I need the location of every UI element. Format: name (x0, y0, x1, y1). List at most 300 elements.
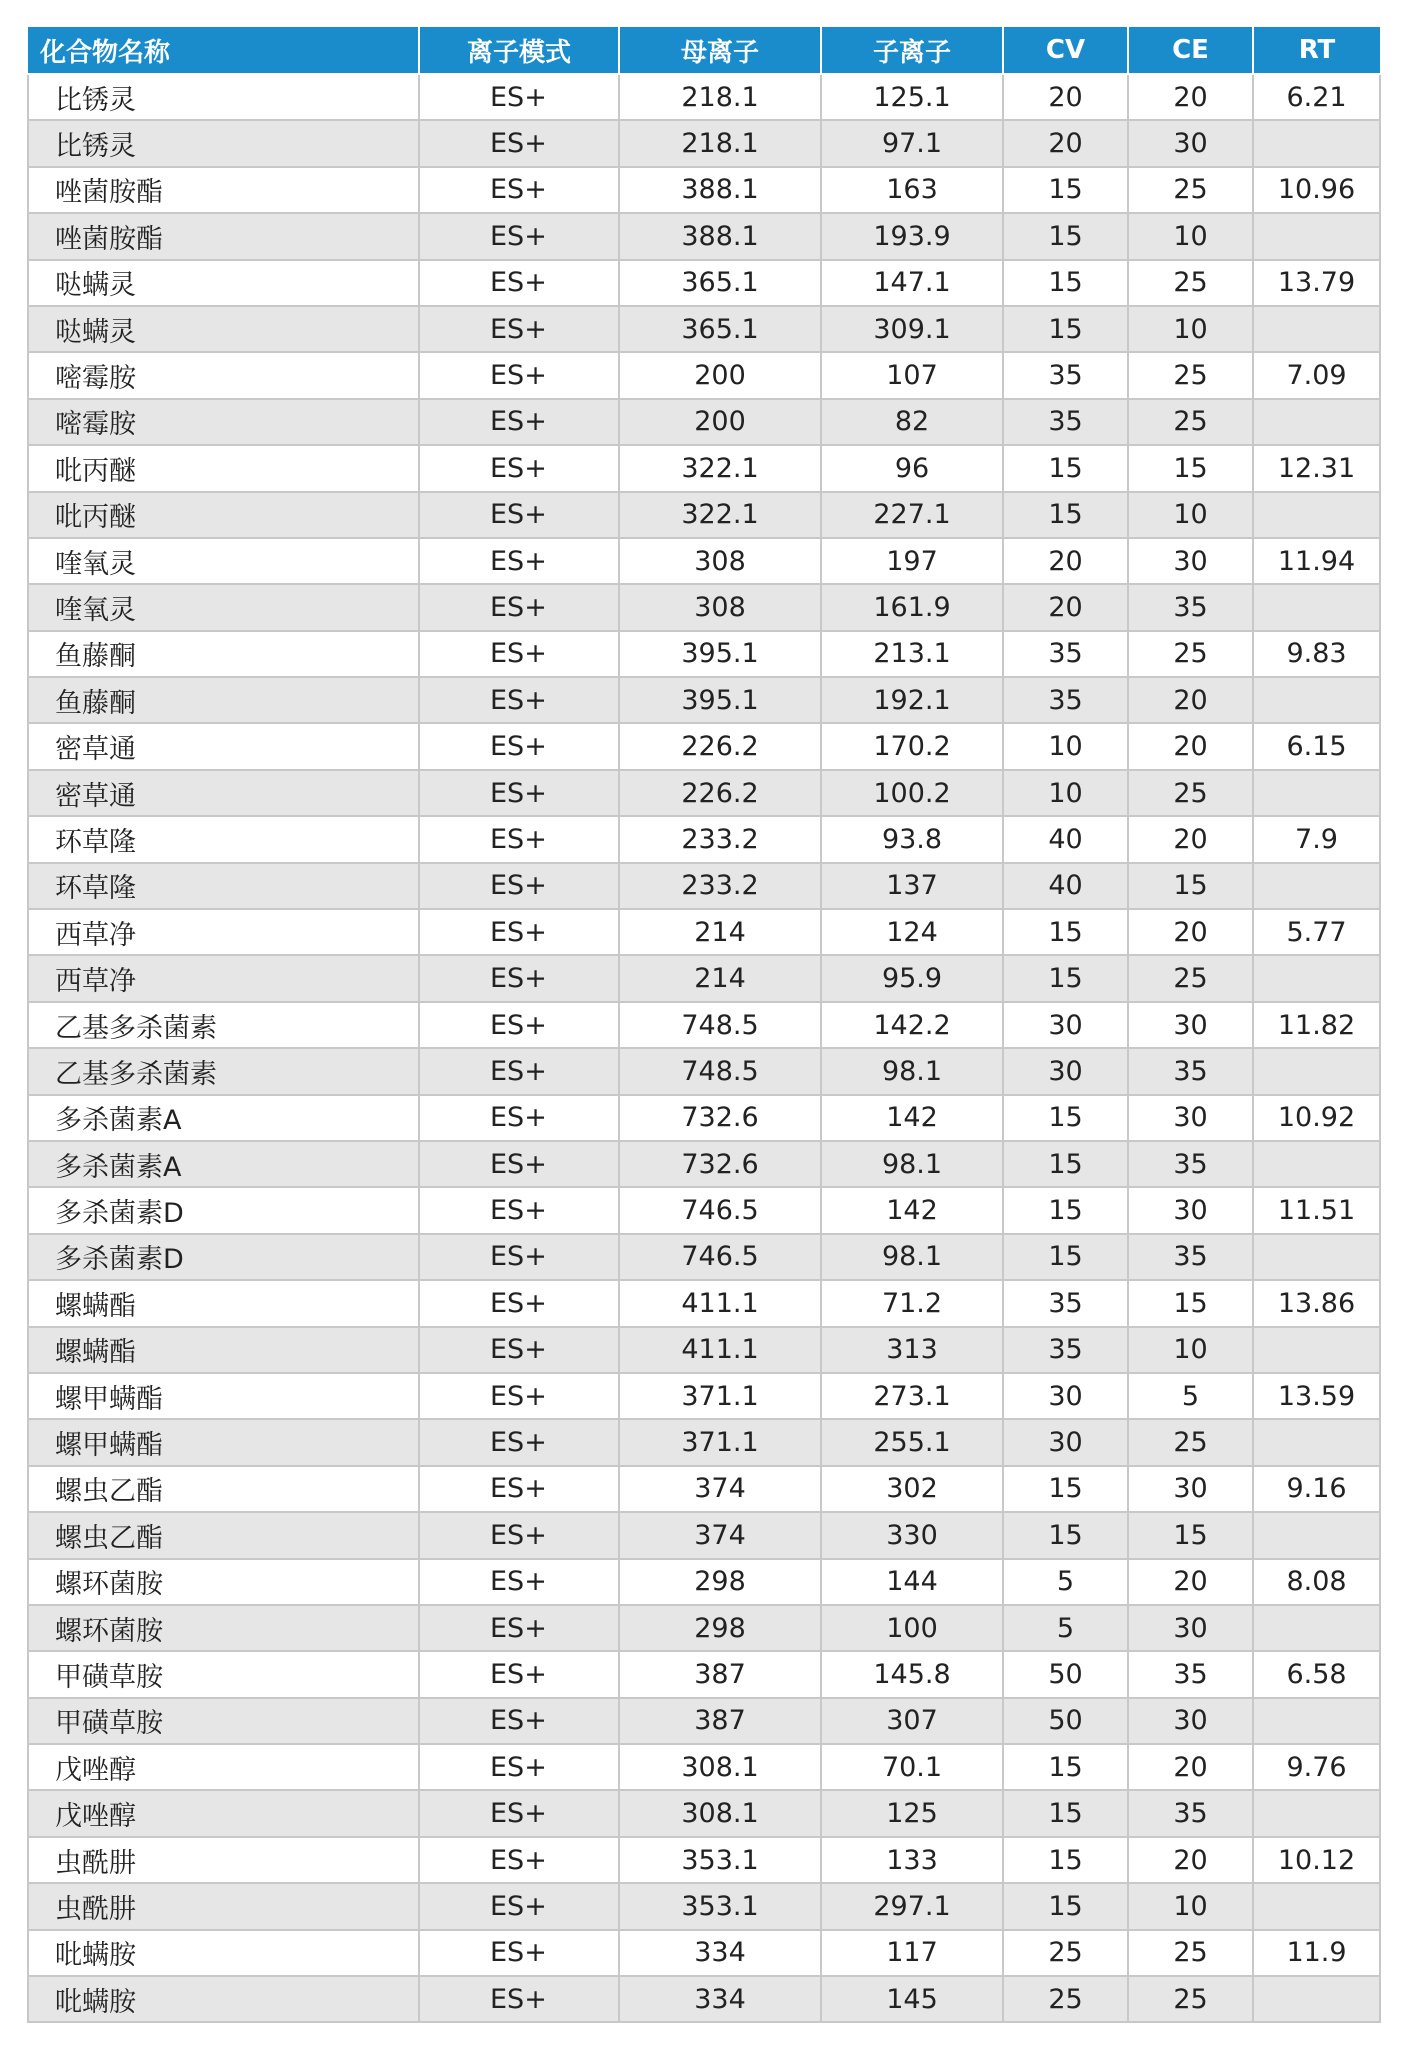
data-table-container (27, 27, 1379, 2023)
rt-cell: 10.96 (1253, 167, 1380, 213)
table-row (28, 352, 1380, 398)
product-ion-cell: 107 (821, 352, 1003, 398)
rt-cell: 11.9 (1253, 1930, 1380, 1976)
rt-cell (1253, 955, 1380, 1001)
ion-mode-cell: ES+ (419, 863, 619, 909)
cv-cell: 40 (1003, 816, 1128, 862)
ce-cell: 10 (1128, 213, 1253, 259)
product-ion-cell: 145 (821, 1976, 1003, 2022)
table-row (28, 816, 1380, 862)
compound-name-cell: 螺虫乙酯 (28, 1512, 419, 1558)
ion-mode-cell: ES+ (419, 1002, 619, 1048)
compound-name-cell: 唑菌胺酯 (28, 213, 419, 259)
product-ion-cell: 97.1 (821, 120, 1003, 166)
ce-cell: 25 (1128, 631, 1253, 677)
ion-mode-cell: ES+ (419, 1095, 619, 1141)
ce-cell: 15 (1128, 1512, 1253, 1558)
cv-cell: 15 (1003, 1883, 1128, 1929)
header-product-ion: 子离子 (821, 27, 1003, 74)
ce-cell: 30 (1128, 1698, 1253, 1744)
cv-cell: 15 (1003, 955, 1128, 1001)
precursor-ion-cell: 411.1 (619, 1327, 821, 1373)
compound-name-cell: 虫酰肼 (28, 1837, 419, 1883)
table-row (28, 1698, 1380, 1744)
ce-cell: 20 (1128, 1837, 1253, 1883)
precursor-ion-cell: 395.1 (619, 677, 821, 723)
compound-name-cell: 多杀菌素A (28, 1141, 419, 1187)
cv-cell: 20 (1003, 538, 1128, 584)
table-row (28, 167, 1380, 213)
cv-cell: 15 (1003, 445, 1128, 491)
table-row (28, 1837, 1380, 1883)
cv-cell: 30 (1003, 1373, 1128, 1419)
ce-cell: 10 (1128, 306, 1253, 352)
ion-mode-cell: ES+ (419, 120, 619, 166)
ce-cell: 10 (1128, 492, 1253, 538)
cv-cell: 25 (1003, 1976, 1128, 2022)
cv-cell: 15 (1003, 909, 1128, 955)
precursor-ion-cell: 374 (619, 1512, 821, 1558)
compound-name-cell: 吡丙醚 (28, 492, 419, 538)
product-ion-cell: 330 (821, 1512, 1003, 1558)
table-row (28, 1327, 1380, 1373)
product-ion-cell: 142 (821, 1187, 1003, 1233)
ce-cell: 5 (1128, 1373, 1253, 1419)
table-row (28, 1095, 1380, 1141)
compound-name-cell: 螺螨酯 (28, 1280, 419, 1326)
cv-cell: 15 (1003, 1837, 1128, 1883)
rt-cell: 9.83 (1253, 631, 1380, 677)
ion-mode-cell: ES+ (419, 538, 619, 584)
precursor-ion-cell: 200 (619, 399, 821, 445)
precursor-ion-cell: 218.1 (619, 120, 821, 166)
ion-mode-cell: ES+ (419, 1605, 619, 1651)
precursor-ion-cell: 200 (619, 352, 821, 398)
compound-name-cell: 吡螨胺 (28, 1976, 419, 2022)
compound-name-cell: 喹氧灵 (28, 584, 419, 630)
rt-cell: 6.21 (1253, 74, 1380, 120)
ce-cell: 25 (1128, 1976, 1253, 2022)
rt-cell (1253, 770, 1380, 816)
compound-name-cell: 戊唑醇 (28, 1744, 419, 1790)
ce-cell: 25 (1128, 770, 1253, 816)
table-row (28, 1559, 1380, 1605)
table-row (28, 1466, 1380, 1512)
precursor-ion-cell: 365.1 (619, 306, 821, 352)
ce-cell: 25 (1128, 352, 1253, 398)
cv-cell: 5 (1003, 1559, 1128, 1605)
ion-mode-cell: ES+ (419, 816, 619, 862)
rt-cell (1253, 1141, 1380, 1187)
rt-cell: 6.58 (1253, 1651, 1380, 1697)
rt-cell: 7.9 (1253, 816, 1380, 862)
precursor-ion-cell: 365.1 (619, 260, 821, 306)
compound-name-cell: 虫酰肼 (28, 1883, 419, 1929)
compound-name-cell: 唑菌胺酯 (28, 167, 419, 213)
cv-cell: 15 (1003, 213, 1128, 259)
rt-cell: 11.51 (1253, 1187, 1380, 1233)
cv-cell: 35 (1003, 677, 1128, 723)
ion-mode-cell: ES+ (419, 1048, 619, 1094)
ion-mode-cell: ES+ (419, 677, 619, 723)
precursor-ion-cell: 395.1 (619, 631, 821, 677)
ce-cell: 30 (1128, 538, 1253, 584)
ce-cell: 30 (1128, 1187, 1253, 1233)
compound-name-cell: 多杀菌素A (28, 1095, 419, 1141)
precursor-ion-cell: 334 (619, 1930, 821, 1976)
product-ion-cell: 192.1 (821, 677, 1003, 723)
cv-cell: 15 (1003, 1095, 1128, 1141)
rt-cell (1253, 306, 1380, 352)
ce-cell: 25 (1128, 399, 1253, 445)
compound-name-cell: 喹氧灵 (28, 538, 419, 584)
product-ion-cell: 227.1 (821, 492, 1003, 538)
ion-mode-cell: ES+ (419, 955, 619, 1001)
ion-mode-cell: ES+ (419, 1744, 619, 1790)
ion-mode-cell: ES+ (419, 74, 619, 120)
ce-cell: 35 (1128, 1790, 1253, 1836)
rt-cell: 12.31 (1253, 445, 1380, 491)
cv-cell: 15 (1003, 1512, 1128, 1558)
precursor-ion-cell: 218.1 (619, 74, 821, 120)
product-ion-cell: 125 (821, 1790, 1003, 1836)
cv-cell: 35 (1003, 399, 1128, 445)
cv-cell: 15 (1003, 306, 1128, 352)
rt-cell (1253, 1883, 1380, 1929)
precursor-ion-cell: 214 (619, 909, 821, 955)
table-row (28, 677, 1380, 723)
ce-cell: 35 (1128, 1234, 1253, 1280)
table-row (28, 1048, 1380, 1094)
ion-mode-cell: ES+ (419, 492, 619, 538)
ion-mode-cell: ES+ (419, 723, 619, 769)
product-ion-cell: 309.1 (821, 306, 1003, 352)
table-row (28, 909, 1380, 955)
product-ion-cell: 100.2 (821, 770, 1003, 816)
precursor-ion-cell: 308 (619, 538, 821, 584)
compound-name-cell: 甲磺草胺 (28, 1698, 419, 1744)
ce-cell: 25 (1128, 955, 1253, 1001)
product-ion-cell: 98.1 (821, 1048, 1003, 1094)
product-ion-cell: 145.8 (821, 1651, 1003, 1697)
compound-name-cell: 西草净 (28, 955, 419, 1001)
product-ion-cell: 117 (821, 1930, 1003, 1976)
ion-mode-cell: ES+ (419, 445, 619, 491)
compound-name-cell: 鱼藤酮 (28, 677, 419, 723)
ion-mode-cell: ES+ (419, 1651, 619, 1697)
product-ion-cell: 307 (821, 1698, 1003, 1744)
table-row (28, 1002, 1380, 1048)
ce-cell: 35 (1128, 1141, 1253, 1187)
rt-cell (1253, 1976, 1380, 2022)
ce-cell: 30 (1128, 1466, 1253, 1512)
mrm-parameter-table (27, 27, 1381, 2023)
ce-cell: 30 (1128, 120, 1253, 166)
precursor-ion-cell: 298 (619, 1605, 821, 1651)
rt-cell (1253, 1419, 1380, 1465)
product-ion-cell: 297.1 (821, 1883, 1003, 1929)
ion-mode-cell: ES+ (419, 306, 619, 352)
compound-name-cell: 鱼藤酮 (28, 631, 419, 677)
ion-mode-cell: ES+ (419, 1327, 619, 1373)
cv-cell: 15 (1003, 1234, 1128, 1280)
product-ion-cell: 170.2 (821, 723, 1003, 769)
rt-cell (1253, 399, 1380, 445)
compound-name-cell: 螺环菌胺 (28, 1605, 419, 1651)
ion-mode-cell: ES+ (419, 631, 619, 677)
cv-cell: 5 (1003, 1605, 1128, 1651)
table-row (28, 955, 1380, 1001)
ce-cell: 25 (1128, 1930, 1253, 1976)
product-ion-cell: 70.1 (821, 1744, 1003, 1790)
ion-mode-cell: ES+ (419, 909, 619, 955)
precursor-ion-cell: 374 (619, 1466, 821, 1512)
cv-cell: 10 (1003, 770, 1128, 816)
ion-mode-cell: ES+ (419, 1466, 619, 1512)
table-row (28, 1280, 1380, 1326)
ion-mode-cell: ES+ (419, 1837, 619, 1883)
cv-cell: 30 (1003, 1419, 1128, 1465)
ce-cell: 25 (1128, 167, 1253, 213)
compound-name-cell: 密草通 (28, 770, 419, 816)
precursor-ion-cell: 226.2 (619, 723, 821, 769)
rt-cell: 13.79 (1253, 260, 1380, 306)
cv-cell: 50 (1003, 1651, 1128, 1697)
cv-cell: 15 (1003, 1744, 1128, 1790)
product-ion-cell: 100 (821, 1605, 1003, 1651)
table-row (28, 1234, 1380, 1280)
rt-cell (1253, 1234, 1380, 1280)
cv-cell: 50 (1003, 1698, 1128, 1744)
precursor-ion-cell: 746.5 (619, 1234, 821, 1280)
compound-name-cell: 比锈灵 (28, 120, 419, 166)
compound-name-cell: 吡丙醚 (28, 445, 419, 491)
precursor-ion-cell: 308.1 (619, 1790, 821, 1836)
ion-mode-cell: ES+ (419, 167, 619, 213)
compound-name-cell: 嘧霉胺 (28, 399, 419, 445)
cv-cell: 15 (1003, 1790, 1128, 1836)
product-ion-cell: 193.9 (821, 213, 1003, 259)
ion-mode-cell: ES+ (419, 1976, 619, 2022)
compound-name-cell: 密草通 (28, 723, 419, 769)
ce-cell: 15 (1128, 863, 1253, 909)
table-row (28, 770, 1380, 816)
precursor-ion-cell: 388.1 (619, 213, 821, 259)
precursor-ion-cell: 732.6 (619, 1095, 821, 1141)
cv-cell: 35 (1003, 631, 1128, 677)
ion-mode-cell: ES+ (419, 1234, 619, 1280)
cv-cell: 20 (1003, 584, 1128, 630)
header-rt: RT (1253, 27, 1380, 74)
cv-cell: 35 (1003, 352, 1128, 398)
rt-cell: 10.92 (1253, 1095, 1380, 1141)
precursor-ion-cell: 298 (619, 1559, 821, 1605)
precursor-ion-cell: 226.2 (619, 770, 821, 816)
rt-cell (1253, 213, 1380, 259)
compound-name-cell: 哒螨灵 (28, 306, 419, 352)
ce-cell: 20 (1128, 1559, 1253, 1605)
table-body (28, 74, 1380, 2022)
product-ion-cell: 71.2 (821, 1280, 1003, 1326)
table-row (28, 1141, 1380, 1187)
precursor-ion-cell: 371.1 (619, 1419, 821, 1465)
ce-cell: 20 (1128, 816, 1253, 862)
ce-cell: 30 (1128, 1002, 1253, 1048)
rt-cell (1253, 863, 1380, 909)
precursor-ion-cell: 748.5 (619, 1002, 821, 1048)
header-ce: CE (1128, 27, 1253, 74)
product-ion-cell: 161.9 (821, 584, 1003, 630)
cv-cell: 30 (1003, 1002, 1128, 1048)
cv-cell: 20 (1003, 120, 1128, 166)
compound-name-cell: 甲磺草胺 (28, 1651, 419, 1697)
compound-name-cell: 螺甲螨酯 (28, 1373, 419, 1419)
ion-mode-cell: ES+ (419, 770, 619, 816)
compound-name-cell: 螺甲螨酯 (28, 1419, 419, 1465)
rt-cell: 13.59 (1253, 1373, 1380, 1419)
product-ion-cell: 144 (821, 1559, 1003, 1605)
compound-name-cell: 吡螨胺 (28, 1930, 419, 1976)
table-row (28, 1605, 1380, 1651)
table-row (28, 723, 1380, 769)
table-row (28, 863, 1380, 909)
table-row (28, 445, 1380, 491)
product-ion-cell: 255.1 (821, 1419, 1003, 1465)
ce-cell: 30 (1128, 1095, 1253, 1141)
table-row (28, 74, 1380, 120)
header-cv: CV (1003, 27, 1128, 74)
precursor-ion-cell: 411.1 (619, 1280, 821, 1326)
product-ion-cell: 124 (821, 909, 1003, 955)
rt-cell (1253, 677, 1380, 723)
ion-mode-cell: ES+ (419, 1141, 619, 1187)
precursor-ion-cell: 353.1 (619, 1837, 821, 1883)
rt-cell (1253, 1790, 1380, 1836)
table-row (28, 306, 1380, 352)
ce-cell: 35 (1128, 584, 1253, 630)
compound-name-cell: 西草净 (28, 909, 419, 955)
table-row (28, 1651, 1380, 1697)
table-row (28, 584, 1380, 630)
product-ion-cell: 93.8 (821, 816, 1003, 862)
ce-cell: 30 (1128, 1605, 1253, 1651)
precursor-ion-cell: 746.5 (619, 1187, 821, 1233)
compound-name-cell: 螺螨酯 (28, 1327, 419, 1373)
precursor-ion-cell: 353.1 (619, 1883, 821, 1929)
table-row (28, 1930, 1380, 1976)
compound-name-cell: 螺虫乙酯 (28, 1466, 419, 1512)
ion-mode-cell: ES+ (419, 1512, 619, 1558)
cv-cell: 30 (1003, 1048, 1128, 1094)
ce-cell: 10 (1128, 1327, 1253, 1373)
ion-mode-cell: ES+ (419, 260, 619, 306)
rt-cell: 5.77 (1253, 909, 1380, 955)
product-ion-cell: 125.1 (821, 74, 1003, 120)
ion-mode-cell: ES+ (419, 1419, 619, 1465)
ce-cell: 20 (1128, 723, 1253, 769)
rt-cell (1253, 1605, 1380, 1651)
ion-mode-cell: ES+ (419, 1373, 619, 1419)
compound-name-cell: 戊唑醇 (28, 1790, 419, 1836)
product-ion-cell: 163 (821, 167, 1003, 213)
rt-cell: 6.15 (1253, 723, 1380, 769)
ce-cell: 35 (1128, 1048, 1253, 1094)
rt-cell (1253, 1327, 1380, 1373)
ion-mode-cell: ES+ (419, 1187, 619, 1233)
cv-cell: 20 (1003, 74, 1128, 120)
ce-cell: 20 (1128, 677, 1253, 723)
precursor-ion-cell: 322.1 (619, 445, 821, 491)
table-row (28, 492, 1380, 538)
rt-cell: 11.94 (1253, 538, 1380, 584)
rt-cell (1253, 584, 1380, 630)
header-ion-mode: 离子模式 (419, 27, 619, 74)
table-row (28, 1373, 1380, 1419)
precursor-ion-cell: 233.2 (619, 863, 821, 909)
product-ion-cell: 213.1 (821, 631, 1003, 677)
ce-cell: 20 (1128, 74, 1253, 120)
rt-cell (1253, 1048, 1380, 1094)
precursor-ion-cell: 371.1 (619, 1373, 821, 1419)
table-row (28, 538, 1380, 584)
header-compound-name: 化合物名称 (28, 27, 419, 74)
ce-cell: 25 (1128, 260, 1253, 306)
compound-name-cell: 环草隆 (28, 863, 419, 909)
precursor-ion-cell: 308 (619, 584, 821, 630)
product-ion-cell: 137 (821, 863, 1003, 909)
table-row (28, 1187, 1380, 1233)
ion-mode-cell: ES+ (419, 584, 619, 630)
product-ion-cell: 133 (821, 1837, 1003, 1883)
product-ion-cell: 96 (821, 445, 1003, 491)
table-row (28, 1883, 1380, 1929)
table-row (28, 260, 1380, 306)
cv-cell: 15 (1003, 1141, 1128, 1187)
product-ion-cell: 98.1 (821, 1234, 1003, 1280)
ce-cell: 20 (1128, 909, 1253, 955)
ion-mode-cell: ES+ (419, 1790, 619, 1836)
table-row (28, 1790, 1380, 1836)
ion-mode-cell: ES+ (419, 1883, 619, 1929)
precursor-ion-cell: 748.5 (619, 1048, 821, 1094)
compound-name-cell: 嘧霉胺 (28, 352, 419, 398)
precursor-ion-cell: 388.1 (619, 167, 821, 213)
product-ion-cell: 142.2 (821, 1002, 1003, 1048)
ion-mode-cell: ES+ (419, 1698, 619, 1744)
ce-cell: 15 (1128, 445, 1253, 491)
precursor-ion-cell: 387 (619, 1698, 821, 1744)
ce-cell: 25 (1128, 1419, 1253, 1465)
cv-cell: 35 (1003, 1280, 1128, 1326)
table-row (28, 1744, 1380, 1790)
cv-cell: 15 (1003, 1187, 1128, 1233)
product-ion-cell: 82 (821, 399, 1003, 445)
product-ion-cell: 95.9 (821, 955, 1003, 1001)
precursor-ion-cell: 322.1 (619, 492, 821, 538)
ion-mode-cell: ES+ (419, 213, 619, 259)
table-header-row (28, 27, 1380, 74)
compound-name-cell: 多杀菌素D (28, 1234, 419, 1280)
table-row (28, 120, 1380, 166)
product-ion-cell: 142 (821, 1095, 1003, 1141)
product-ion-cell: 273.1 (821, 1373, 1003, 1419)
compound-name-cell: 乙基多杀菌素 (28, 1048, 419, 1094)
table-row (28, 213, 1380, 259)
compound-name-cell: 多杀菌素D (28, 1187, 419, 1233)
precursor-ion-cell: 334 (619, 1976, 821, 2022)
rt-cell: 9.16 (1253, 1466, 1380, 1512)
table-row (28, 399, 1380, 445)
